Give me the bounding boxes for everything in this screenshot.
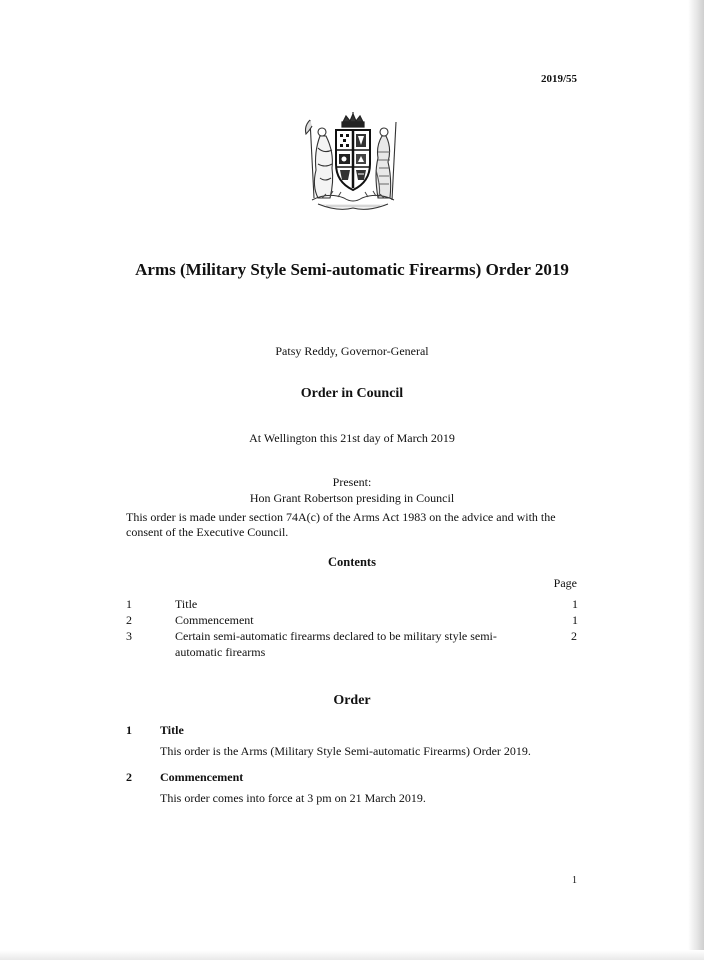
document-reference: 2019/55 (540, 73, 577, 85)
toc-entry-title: Certain semi-automatic firearms declared to be military style semi-automatic firearms (175, 629, 497, 659)
toc-entry-page: 1 (572, 613, 578, 627)
section-number: 1 (126, 723, 132, 737)
toc-entry-title: Commencement (175, 613, 254, 627)
presiding-line: Hon Grant Robertson presiding in Council (249, 491, 455, 505)
section-body: This order comes into force at 3 pm on 21 March 2019. (160, 791, 426, 805)
new-zealand-coat-of-arms-icon (298, 112, 408, 217)
present-block (120, 474, 584, 506)
table-of-contents (126, 596, 578, 660)
section-heading: Commencement (160, 770, 244, 784)
toc-entry-number: 1 (126, 597, 132, 611)
section-body: This order is the Arms (Military Style Semi-automatic Firearms) Order 2019. (160, 744, 531, 758)
toc-entry-number: 3 (126, 629, 132, 643)
page-number: 1 (572, 875, 577, 886)
order-in-council-heading: Order in Council (300, 386, 404, 401)
toc-entry[interactable] (126, 628, 578, 660)
contents-page-heading: Page (553, 576, 577, 590)
page-edge-shadow (688, 0, 704, 960)
toc-entry-page: 2 (571, 629, 577, 643)
toc-entry[interactable] (126, 596, 578, 612)
present-label: Present: (332, 475, 372, 489)
place-and-date: At Wellington this 21st day of March 2019 (249, 431, 455, 445)
enabling-provision-text: This order is made under section 74A(c) of the Arms Act 1983 on the advice and with the consent of the Executive Council. (126, 510, 556, 539)
contents-heading: Contents (328, 555, 376, 569)
section-heading: Title (160, 723, 184, 737)
toc-entry-title: Title (175, 597, 198, 611)
toc-entry-number: 2 (126, 613, 132, 627)
toc-entry-page: 1 (572, 597, 578, 611)
governor-general-line: Patsy Reddy, Governor-General (275, 344, 429, 358)
page-bottom-shadow (0, 950, 704, 960)
toc-entry[interactable] (126, 612, 578, 628)
section-number: 2 (126, 770, 132, 784)
order-heading: Order (333, 693, 371, 708)
order-section (126, 770, 582, 806)
document-title: Arms (Military Style Semi-automatic Firearms) Order 2019 (135, 260, 569, 279)
order-section (126, 723, 582, 759)
